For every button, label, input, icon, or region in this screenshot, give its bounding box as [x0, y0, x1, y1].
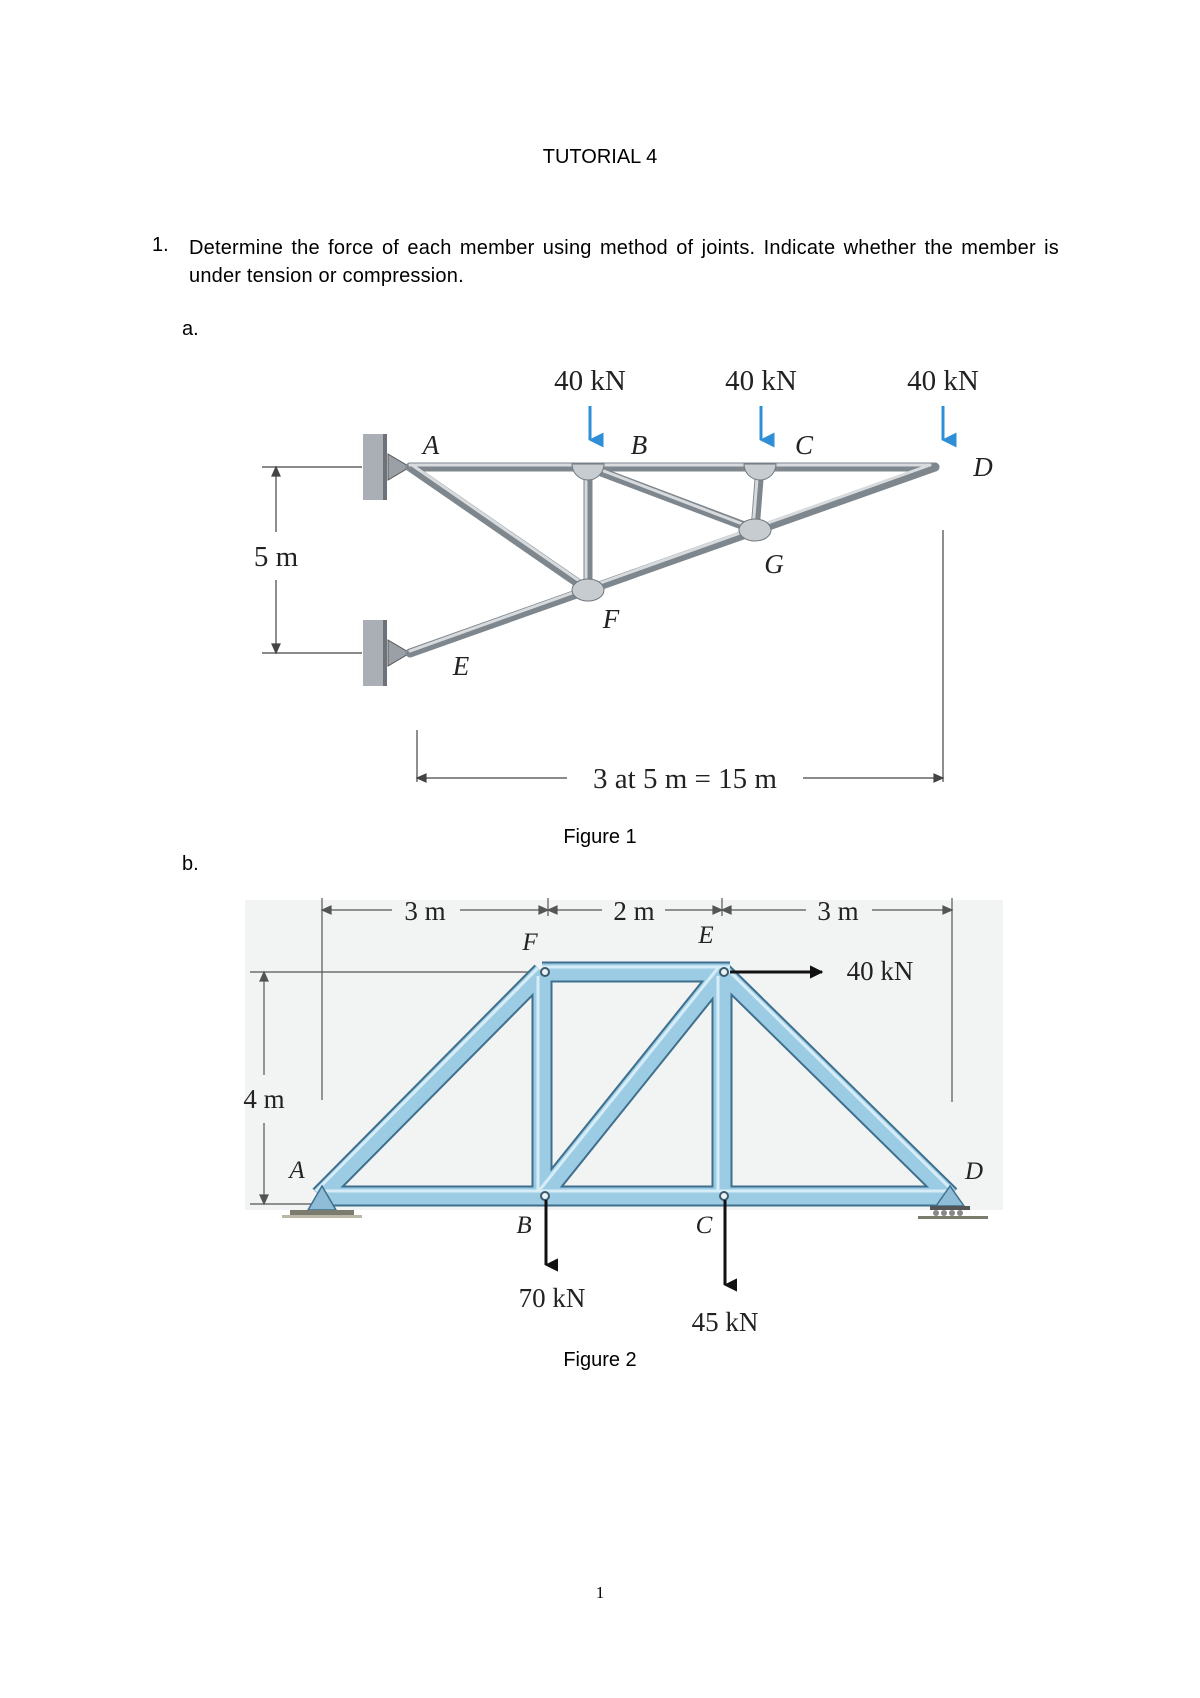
- joint-label-d: D: [973, 452, 993, 482]
- load-label-c: 45 kN: [691, 1307, 759, 1337]
- joint-label-b: B: [516, 1212, 532, 1239]
- question-text: Determine the force of each member using method of joints. Indicate whether the member is under tension or compression.: [189, 237, 1059, 287]
- dim-label-ab: 3 m: [404, 896, 446, 926]
- member-af: [410, 467, 588, 590]
- joint-label-c: C: [695, 1212, 713, 1239]
- wall-support-bottom: [363, 620, 410, 686]
- page-number: 1: [595, 1583, 605, 1602]
- part-b-marker: b.: [182, 853, 199, 875]
- load-label-d: 40 kN: [907, 365, 979, 397]
- truss-members: [410, 467, 935, 653]
- joint-label-c: C: [794, 430, 814, 460]
- question-number: 1.: [152, 234, 169, 256]
- dim-label-bc: 2 m: [613, 896, 655, 926]
- joint-label-e: E: [698, 922, 714, 949]
- joint-label-d: D: [964, 1158, 984, 1185]
- span-dimension-label: 3 at 5 m = 15 m: [593, 763, 777, 795]
- wall-support-top: [363, 434, 410, 500]
- figure-1-truss-diagram: [0, 350, 1200, 820]
- joint-label-a: A: [289, 1157, 305, 1184]
- height-dimension-label: 5 m: [253, 541, 299, 573]
- part-a-marker: a.: [182, 318, 199, 340]
- dim-label-cd: 3 m: [817, 896, 859, 926]
- joint-label-g: G: [764, 549, 784, 579]
- figure-1-caption: Figure 1: [563, 826, 637, 848]
- load-label-c: 40 kN: [725, 365, 797, 397]
- height-dimension-label: 4 m: [243, 1084, 285, 1114]
- joint-label-f: F: [602, 604, 620, 634]
- span-dimension: [417, 530, 943, 782]
- horizontal-load-label: 40 kN: [846, 956, 914, 986]
- joint-label-a: A: [422, 430, 440, 460]
- figure-2-caption: Figure 2: [563, 1349, 637, 1371]
- page-title: TUTORIAL 4: [542, 146, 658, 168]
- load-label-b: 70 kN: [518, 1283, 586, 1313]
- joint-label-f: F: [522, 929, 538, 956]
- joint-label-e: E: [452, 651, 470, 681]
- load-label-b: 40 kN: [554, 365, 626, 397]
- figure-2-truss-diagram: [0, 880, 1200, 1340]
- joint-label-b: B: [630, 430, 648, 460]
